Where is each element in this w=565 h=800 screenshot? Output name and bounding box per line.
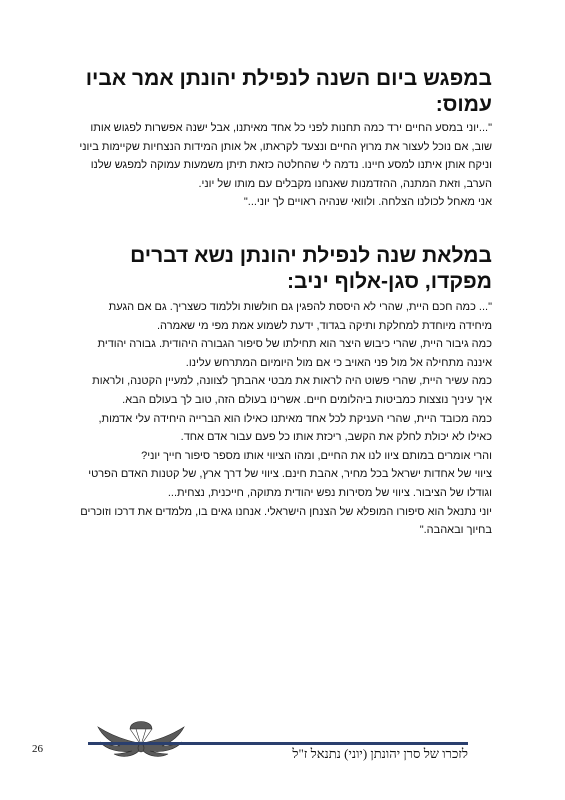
section-title: במפגש ביום השנה לנפילת יהונתן אמר אביו עמוס:: [85, 67, 492, 116]
paragraph: כמה גיבור היית, שהרי כיבוש היצר הוא תחילתו של סיפור הגבורה היהודית. גבורה יהודית איננה מתחילה אל מול פני האויב כי אם מול היומיום המתרחש עלינו.: [97, 338, 492, 369]
paragraph: כמה מכובד היית, שהרי העניקת לכל אחד מאיתנו כאילו הוא הברייה היחידה עלי אדמות, כאילו לא יכולת לחלק את הקשב, ריכזת אותו כל פעם עבור אדם אחד.: [98, 412, 492, 444]
paragraph: אני מאחל לכולנו הצלחה. ולוואי שנהיה ראויים לך יוני...": [243, 196, 492, 209]
paragraph: יוני נתנאל הוא סיפורו המופלא של הצנחן הישראלי. אנחנו גאים בו, מלמדים את דרכו וזוכרים בחיוך ובאהבה.": [80, 505, 492, 537]
paragraph: "...יוני במסע החיים ירד כמה תחנות לפני כל אחד מאיתנו, אבל ישנה אפשרות לפגוש אותו שוב, אם נוכל לעצור את מרוץ החיים ונצעד לקראתו, אל אותן המידות הנצחיות שקיימות ביוני וניקח אותן איתנו למסע חיינו. נדמה לי שהחלטה כזאת תיתן משמעות עמוקה למפגש שלנו הערב, וזאת המתנה, ההזדמנות שאנחנו מקבלים עם מותו של יוני.: [79, 122, 492, 190]
paragraph: ציווי של אחדות ישראל בכל מחיר, אהבת חינם. ציווי של דרך ארץ, של קטנות האדם הפרטי וגודלו של הציבור. ציווי של מסירות נפש יהודית מתוקה, חייכנית, נצחית...: [88, 468, 492, 499]
section-commander-speech: [78, 243, 492, 540]
paratrooper-wings-icon: [92, 713, 190, 763]
footer-dedication: לזכרו של סרן יהונתן (יוני) נתנאל ז"ל: [292, 746, 468, 761]
footer-divider: [88, 742, 468, 745]
section-title: במלאת שנה לנפילת יהונתן נשא דברים מפקדו, סגן-אלוף יניב:: [130, 244, 492, 293]
paragraph: "... כמה חכם היית, שהרי לא היססת להפגין גם חולשות וללמוד כשצריך. גם אם הגעת מיחידה מיוחדת למחלקת ותיקה בגדוד, ידעת לשמוע אמת מפי מי שאמרה.: [108, 301, 492, 332]
section-father-quote: [78, 66, 492, 212]
page-number: 26: [32, 743, 43, 755]
paragraph: כמה עשיר היית, שהרי פשוט היה לראות את מבטי אהבתך לצוונה, למעיין הקטנה, ולראות איך עיניך נוצצות כמביטות ביהלומים חיים. אשרינו בעולם הזה, טוב לך בעולם הבא.: [92, 375, 492, 406]
paragraph: והרי אומרים במותם ציוו לנו את החיים, ומהו הציווי אותו מספר סיפור חייך יוני?: [141, 449, 492, 462]
